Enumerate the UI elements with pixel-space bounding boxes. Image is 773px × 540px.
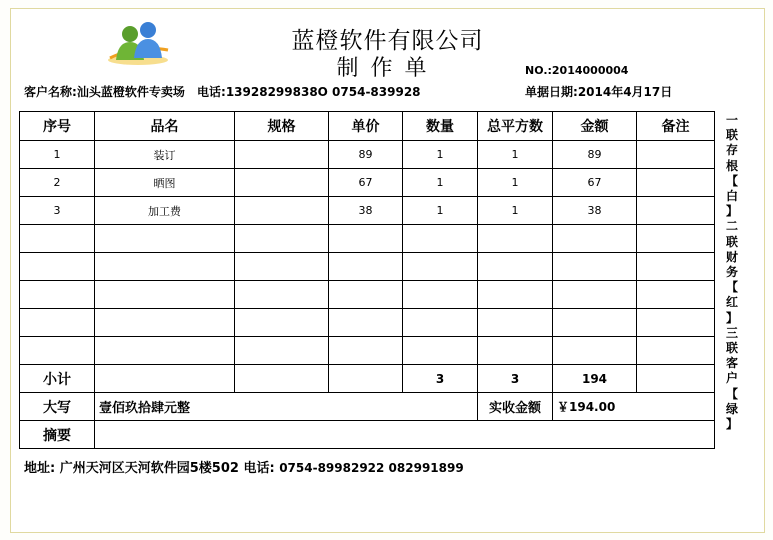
item-price: 38 [329,197,403,225]
order-table [19,111,715,449]
copy-legend-char: 联 [725,234,738,249]
copy-legend-char: 客 [725,356,738,371]
customer-phone: 13928299838O 0754-839928 [225,85,421,99]
copy-legend-char: 二 [725,219,738,234]
item-name: 加工费 [95,197,235,225]
received-label: 实收金额 [478,393,553,421]
company-logo-icon [106,20,170,68]
item-price: 89 [329,141,403,169]
capital-row [20,393,715,421]
document-number: NO.:2014000004 [525,64,629,77]
copy-legend-char: 务 [725,265,738,280]
copy-legend-char: 【 [725,173,738,188]
item-name: 晒图 [95,169,235,197]
summary-value [95,421,715,449]
item-qty: 1 [403,197,478,225]
capital-amount: 壹佰玖拾肆元整 [95,393,478,421]
item-name: 装订 [95,141,235,169]
subtotal-row [20,365,715,393]
company-name: 蓝橙软件有限公司 [291,28,484,54]
row-number: 2 [20,169,95,197]
capital-label: 大写 [20,393,95,421]
column-header: 品名 [95,112,235,141]
subtotal-amount: 194 [553,365,637,393]
empty-row [20,225,715,253]
subtotal-qty: 3 [403,365,478,393]
copy-legend-char: 】 [725,310,738,325]
copy-legend-char: 【 [725,386,738,401]
summary-label: 摘要 [20,421,95,449]
date-value: 2014年4月17日 [577,85,673,99]
copy-legend-char: 联 [725,341,738,356]
table-row [20,141,715,169]
document-date [525,83,672,100]
item-spec [235,197,329,225]
document-title: 制作单 [336,56,439,81]
customer-name: 汕头蓝橙软件专卖场 [76,85,185,99]
column-header: 金额 [553,112,637,141]
address-label: 地址: [24,461,56,476]
received-amount: ￥194.00 [553,393,715,421]
copy-legend-char: 绿 [725,401,738,416]
column-header: 序号 [20,112,95,141]
column-header: 总平方数 [478,112,553,141]
item-amount: 89 [553,141,637,169]
subtotal-area: 3 [478,365,553,393]
copy-legend-char: 存 [725,143,738,158]
empty-row [20,253,715,281]
copy-legend-char: 三 [725,325,738,340]
copy-legend-char: 【 [725,280,738,295]
item-note [637,141,715,169]
item-price: 67 [329,169,403,197]
column-header: 备注 [637,112,715,141]
customer-phone-label: 电话: [197,85,226,99]
column-header: 数量 [403,112,478,141]
item-area: 1 [478,141,553,169]
copy-legend-char: 】 [725,417,738,432]
row-number: 3 [20,197,95,225]
item-qty: 1 [403,141,478,169]
copy-legend [723,113,741,432]
copy-legend-char: 户 [725,371,738,386]
item-amount: 38 [553,197,637,225]
footer-phone: 0754-89982922 082991899 [279,461,464,475]
customer-label: 客户名称: [24,85,77,99]
table-header-row [20,112,715,141]
empty-row [20,309,715,337]
empty-row [20,337,715,365]
item-note [637,197,715,225]
subtotal-label: 小计 [20,365,95,393]
footer-phone-label: 电话: [243,461,275,476]
copy-legend-char: 一 [725,113,738,127]
table-row [20,197,715,225]
customer-info [24,83,421,100]
table-row [20,169,715,197]
empty-row [20,281,715,309]
copy-legend-char: 红 [725,295,738,310]
item-note [637,169,715,197]
date-label: 单据日期: [525,85,578,99]
column-header: 规格 [235,112,329,141]
column-header: 单价 [329,112,403,141]
item-qty: 1 [403,169,478,197]
summary-row [20,421,715,449]
item-area: 1 [478,169,553,197]
address-value: 广州天河区天河软件园5楼502 [59,461,239,476]
copy-legend-char: 财 [725,249,738,264]
copy-legend-char: 联 [725,128,738,143]
item-area: 1 [478,197,553,225]
item-amount: 67 [553,169,637,197]
copy-legend-char: 白 [725,189,738,204]
item-spec [235,169,329,197]
footer [24,457,464,476]
copy-legend-char: 】 [725,204,738,219]
copy-legend-char: 根 [725,158,738,173]
row-number: 1 [20,141,95,169]
item-spec [235,141,329,169]
